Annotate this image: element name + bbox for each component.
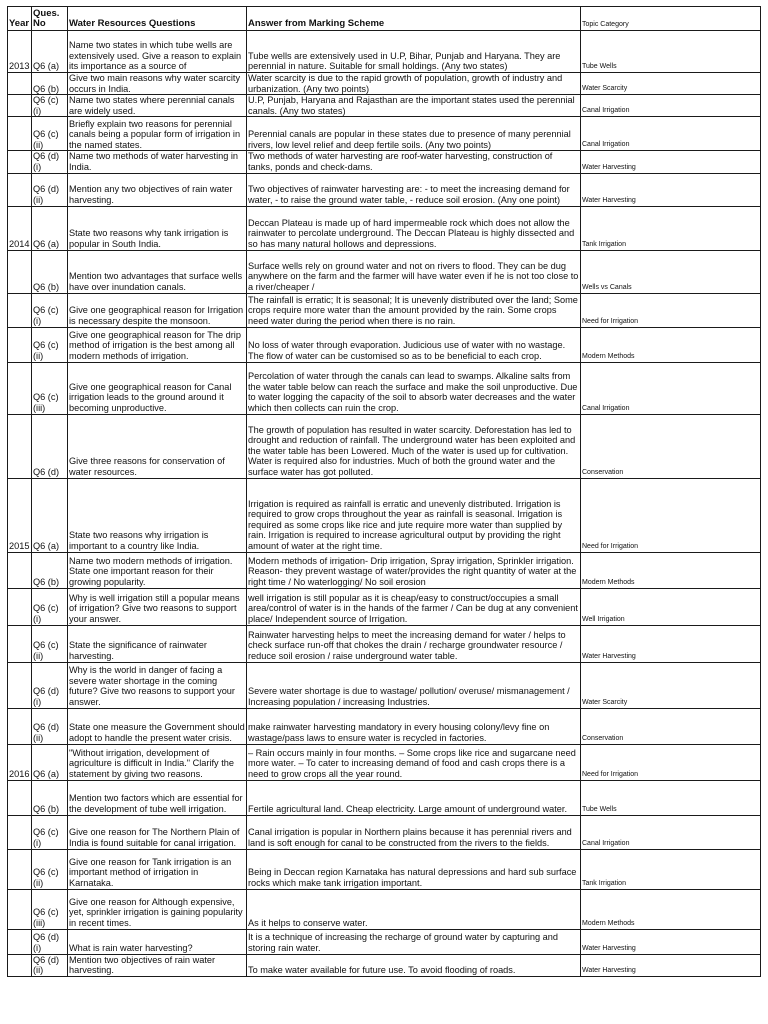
question-cell: Name two states in which tube wells are extensively used. Give a reason to explain its importance as a source of [68,31,247,73]
table-row [8,206,761,250]
category-cell: Well Irrigation [581,588,761,625]
table-row [8,954,761,976]
answer-cell: Modern methods of irrigation- Drip irrigation, Spray irrigation, Sprinkler irrigation. Reason- they prevent wastage of water/provides the right quantity of water at the right time / No waterlogging/ No soil erosion [247,552,581,588]
question-cell: Why is the world in danger of facing a severe water shortage in the coming future? Give two reasons to support your answer. [68,662,247,708]
year-cell [8,588,32,625]
year-cell [8,708,32,744]
category-cell: Canal Irrigation [581,362,761,414]
question-cell: Mention two factors which are essential for the development of tube well irrigation. [68,780,247,815]
answer-cell: Surface wells rely on ground water and not on rivers to flood. They can be dug anywhere on the farm and the farmer will have water even if he is not too close to a river/cheaper / [247,250,581,293]
year-cell [8,780,32,815]
question-number-cell: Q6 (d) (ii) [32,954,68,976]
year-cell [8,151,32,173]
question-number-cell: Q6 (c) (ii) [32,625,68,662]
question-cell: "Without irrigation, development of agriculture is difficult in India." Clarify the statement by giving two reasons. [68,744,247,780]
category-cell: Water Harvesting [581,625,761,662]
question-cell: Give two main reasons why water scarcity occurs in India. [68,73,247,95]
question-cell: Give one reason for The Northern Plain of India is found suitable for canal irrigation. [68,815,247,849]
year-cell [8,250,32,293]
table-row [8,327,761,362]
question-cell: State the significance of rainwater harvesting. [68,625,247,662]
year-cell [8,849,32,889]
table-row [8,849,761,889]
question-cell: Name two states where perennial canals are widely used. [68,95,247,117]
question-number-cell: Q6 (d) (ii) [32,708,68,744]
answer-cell: The growth of population has resulted in water scarcity. Deforestation has led to drought and reduction of rainfall. The underground water has been exploited and the water table has been Lowered. Much of the water is used up for cultivation. Water is required also for industries. Much of both the ground water and the surface water has got polluted. [247,414,581,478]
year-cell [8,293,32,327]
marking-scheme-table [7,6,761,977]
category-cell: Tube Wells [581,31,761,73]
question-cell: Why is well irrigation still a popular means of irrigation? Give two reasons to support your answer. [68,588,247,625]
answer-cell: Fertile agricultural land. Cheap electricity. Large amount of underground water. [247,780,581,815]
answer-cell: Tube wells are extensively used in U.P, Bihar, Punjab and Haryana. They are perennial in nature. Suitable for small holdings. (Any two states) [247,31,581,73]
question-number-cell: Q6 (c) (ii) [32,849,68,889]
year-cell [8,662,32,708]
category-cell: Need for Irrigation [581,478,761,552]
answer-cell: Deccan Plateau is made up of hard impermeable rock which does not allow the rainwater to percolate underground. The Deccan Plateau is highly dissected and so has many natural hollows and depressions. [247,206,581,250]
category-cell: Water Harvesting [581,151,761,173]
question-cell: State one measure the Government should adopt to handle the present water crisis. [68,708,247,744]
answer-cell: Severe water shortage is due to wastage/ pollution/ overuse/ mismanagement / Increasing population / increasing Industries. [247,662,581,708]
question-cell: Briefly explain two reasons for perennial canals being a popular form of irrigation in the named states. [68,117,247,151]
table-row [8,250,761,293]
question-cell: Name two modern methods of irrigation. State one important reason for their growing popularity. [68,552,247,588]
question-number-cell: Q6 (a) [32,206,68,250]
year-cell [8,173,32,206]
year-cell [8,815,32,849]
question-cell: Give one geographical reason for Canal irrigation leads to the ground around it becoming unproductive. [68,362,247,414]
table-row [8,625,761,662]
question-number-cell: Q6 (b) [32,780,68,815]
question-number-cell: Q6 (b) [32,552,68,588]
table-row [8,478,761,552]
category-cell: Water Scarcity [581,662,761,708]
answer-cell: Two objectives of rainwater harvesting are: - to meet the increasing demand for water, - to raise the ground water table, - reduce soil erosion. (Any one point) [247,173,581,206]
question-cell: Give one reason for Although expensive, yet, sprinkler irrigation is gaining popularity in recent times. [68,889,247,929]
category-cell: Modern Methods [581,889,761,929]
answer-cell: Rainwater harvesting helps to meet the increasing demand for water / helps to check surface run-off that chokes the drain / recharge groundwater resource / reduce soil erosion / raise underground water table. [247,625,581,662]
answer-cell: well irrigation is still popular as it is cheap/easy to construct/occupies a small area/control of water is in the hands of the farmer / Can be dug at any convenient place/ Independent source of Irrigation. [247,588,581,625]
table-row [8,31,761,73]
question-number-cell: Q6 (c) (iii) [32,362,68,414]
category-cell: Canal Irrigation [581,117,761,151]
question-number-cell: Q6 (b) [32,250,68,293]
answer-cell: It is a technique of increasing the recharge of ground water by capturing and storing rain water. [247,929,581,954]
table-row [8,780,761,815]
table-row [8,151,761,173]
question-cell: Give one geographical reason for Irrigation is necessary despite the monsoon. [68,293,247,327]
answer-cell: Canal irrigation is popular in Northern plains because it has perennial rivers and land is soft enough for canal to be constructed from the rivers to the fields. [247,815,581,849]
category-cell: Water Harvesting [581,929,761,954]
answer-cell: Water scarcity is due to the rapid growth of population, growth of industry and urbanization. (Any two points) [247,73,581,95]
category-cell: Conservation [581,708,761,744]
table-row [8,815,761,849]
category-cell: Modern Methods [581,327,761,362]
year-cell [8,73,32,95]
question-number-cell: Q6 (d)(i) [32,151,68,173]
year-cell [8,625,32,662]
table-row [8,95,761,117]
category-cell: Tank Irrigation [581,849,761,889]
year-cell [8,414,32,478]
answer-cell: Two methods of water harvesting are roof-water harvesting, construction of tanks, ponds and check-dams. [247,151,581,173]
question-cell: Give three reasons for conservation of water resources. [68,414,247,478]
year-cell: 2016 [8,744,32,780]
year-cell: 2015 [8,478,32,552]
question-number-cell: Q6 (d) [32,414,68,478]
question-number-cell: Q6 (b) [32,73,68,95]
table-row [8,588,761,625]
question-number-cell: Q6 (c) (iii) [32,889,68,929]
category-cell: Need for Irrigation [581,293,761,327]
question-number-cell: Q6 (c) (ii) [32,327,68,362]
table-row [8,744,761,780]
table-row [8,552,761,588]
table-row [8,662,761,708]
category-cell: Canal Irrigation [581,815,761,849]
question-cell: Mention two objectives of rain water harvesting. [68,954,247,976]
year-cell [8,889,32,929]
table-row [8,293,761,327]
table-row [8,708,761,744]
answer-cell: The rainfall is erratic; It is seasonal; It is unevenly distributed over the land; Some crops require more water than the amount provided by the rain. Some crops need water during the period when there is no rain. [247,293,581,327]
question-number-cell: Q6 (c)(i) [32,815,68,849]
question-number-cell: Q6 (c)(i) [32,588,68,625]
category-cell: Conservation [581,414,761,478]
question-cell: Mention any two objectives of rain water harvesting. [68,173,247,206]
header-question-number: Ques. No [32,7,68,31]
question-cell: What is rain water harvesting? [68,929,247,954]
question-cell: State two reasons why irrigation is important to a country like India. [68,478,247,552]
table-row [8,362,761,414]
table-row [8,889,761,929]
question-number-cell: Q6 (d)(i) [32,662,68,708]
category-cell: Water Harvesting [581,954,761,976]
category-cell: Canal Irrigation [581,95,761,117]
question-number-cell: Q6 (a) [32,31,68,73]
question-number-cell: Q6 (a) [32,478,68,552]
year-cell: 2013 [8,31,32,73]
table-row [8,929,761,954]
header-row [8,7,761,31]
category-cell: Tank Irrigation [581,206,761,250]
question-number-cell: Q6 (c)(i) [32,95,68,117]
question-cell: State two reasons why tank irrigation is popular in South India. [68,206,247,250]
question-number-cell: Q6 (d)(i) [32,929,68,954]
table-row [8,73,761,95]
answer-cell: Percolation of water through the canals can lead to swamps. Alkaline salts from the water table below can reach the surface and make the soil unproductive. Due to water logging the capacity of the soil to absorb water decreases and the water which then collects can ruin the crop. [247,362,581,414]
answer-cell: U.P, Punjab, Haryana and Rajasthan are the important states used the perennial canals. (Any two states) [247,95,581,117]
year-cell [8,95,32,117]
header-year: Year [8,7,32,31]
question-number-cell: Q6 (c) (ii) [32,117,68,151]
table-row [8,414,761,478]
answer-cell: Perennial canals are popular in these states due to presence of many perennial rivers, low level relief and deep fertile soils. (Any two points) [247,117,581,151]
year-cell: 2014 [8,206,32,250]
year-cell [8,954,32,976]
question-cell: Name two methods of water harvesting in India. [68,151,247,173]
question-cell: Give one reason for Tank irrigation is an important method of irrigation in Karnataka. [68,849,247,889]
answer-cell: Being in Deccan region Karnataka has natural depressions and hard sub surface rocks which make tank irrigation important. [247,849,581,889]
year-cell [8,929,32,954]
category-cell: Wells vs Canals [581,250,761,293]
category-cell: Water Scarcity [581,73,761,95]
header-category: Topic Category [581,7,761,31]
question-cell: Give one geographical reason for The drip method of irrigation is the best among all modern methods of irrigation. [68,327,247,362]
table-row [8,173,761,206]
answer-cell: – Rain occurs mainly in four months. – Some crops like rice and sugarcane need more water. – To cater to increasing demand of food and cash crops there is a need to grow crops all the year round. [247,744,581,780]
question-number-cell: Q6 (a) [32,744,68,780]
answer-cell: make rainwater harvesting mandatory in every housing colony/levy fine on wastage/pass laws to ensure water is recycled in factories. [247,708,581,744]
answer-cell: To make water available for future use. To avoid flooding of roads. [247,954,581,976]
header-answer: Answer from Marking Scheme [247,7,581,31]
answer-cell: As it helps to conserve water. [247,889,581,929]
category-cell: Modern Methods [581,552,761,588]
category-cell: Water Harvesting [581,173,761,206]
year-cell [8,362,32,414]
answer-cell: No loss of water through evaporation. Judicious use of water with no wastage. The flow of water can be customised so as to be beneficial to each crop. [247,327,581,362]
table-row [8,117,761,151]
year-cell [8,327,32,362]
year-cell [8,552,32,588]
question-number-cell: Q6 (d) (ii) [32,173,68,206]
answer-cell: Irrigation is required as rainfall is erratic and unevenly distributed. Irrigation is required to grow crops throughout the year as rainfall is seasonal. Irrigation is required as some crops like rice and jute require more water than supplied by rain. Irrigation is required to increase agricultural output by providing the right amount of water at the right time. [247,478,581,552]
category-cell: Tube Wells [581,780,761,815]
question-number-cell: Q6 (c)(i) [32,293,68,327]
category-cell: Need for Irrigation [581,744,761,780]
question-cell: Mention two advantages that surface wells have over inundation canals. [68,250,247,293]
year-cell [8,117,32,151]
header-question: Water Resources Questions [68,7,247,31]
